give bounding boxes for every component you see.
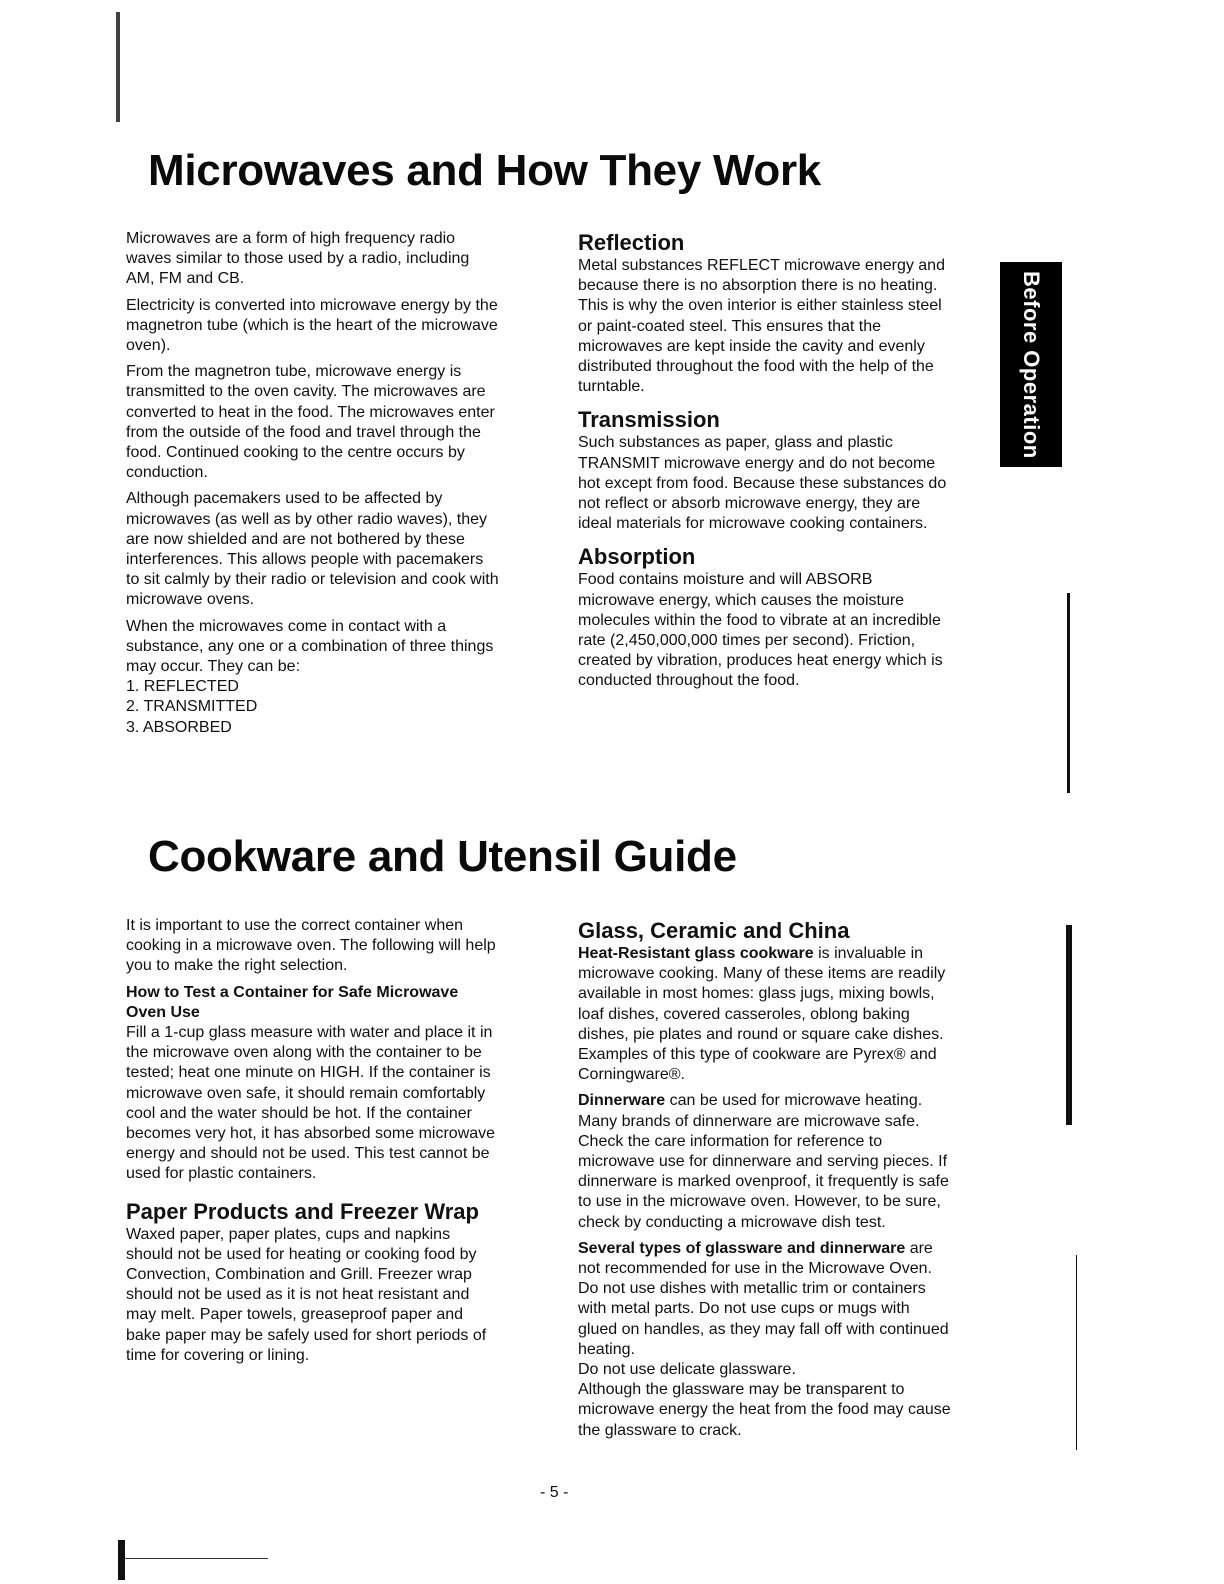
paragraph: When the microwaves come in contact with a substance, any one or a combination of three things may occur. They can be: 1. REFLECTED 2. TRANSMITTED 3. ABSORBED — [126, 617, 494, 736]
heading-reflection: Reflection — [578, 230, 685, 255]
right-column-microwaves — [578, 230, 998, 698]
heading-glass-ceramic: Glass, Ceramic and China — [578, 918, 850, 943]
paragraph: From the magnetron tube, microwave energy is transmitted to the oven cavity. The microwaves are converted to heat in the food. The microwaves enter from the outside of the food and travel through the food. Continued cooking to the centre occurs by conduction. — [126, 363, 495, 482]
text: are not recommended for use in the Microwave Oven. Do not use dishes with metallic trim or containers with metal parts. Do not use cups or mugs with glued on handles, as they may fall off with continued heating. Do not use delicate glassware. Although the glassware may be transparent to microwave energy the heat from the food may cause the glassware to crack. — [578, 1239, 951, 1439]
bold-lead: Dinnerware — [578, 1092, 666, 1110]
heading-container-test: How to Test a Container for Safe Microwave Oven Use — [126, 983, 459, 1021]
right-column-cookware — [578, 918, 1008, 1447]
heading-paper-products: Paper Products and Freezer Wrap — [126, 1198, 479, 1224]
section-title-cookware: Cookware and Utensil Guide — [148, 832, 737, 881]
margin-bar — [1076, 1255, 1077, 1450]
paragraph-intro: It is important to use the correct container when cooking in a microwave oven. The following will help you to make the right selection. — [126, 917, 496, 975]
paragraph: Microwaves are a form of high frequency radio waves similar to those used by a radio, including AM, FM and CB. — [126, 230, 470, 288]
paragraph-glass-cookware — [578, 944, 1008, 1085]
bold-lead: Heat-Resistant glass cookware — [578, 945, 814, 962]
bold-lead: Several types of glassware and dinnerware — [578, 1239, 906, 1257]
paragraph: Although pacemakers used to be affected by microwaves (as well as by other radio waves), they are now shielded and are not bothered by these interferences. This allows people with pacemakers to sit calmly by their radio or television and cook with microwave ovens. — [126, 490, 499, 609]
paragraph-transmission: Such substances as paper, glass and plastic TRANSMIT microwave energy and do not become hot except from food. Because these substances do not reflect or absorb microwave energy, they are ideal materials for microwave cooking containers. — [578, 434, 947, 533]
left-column-cookware — [126, 916, 556, 1372]
paragraph-paper-products: Waxed paper, paper plates, cups and napkins should not be used for heating or cooking food by Convection, Combination and Grill. Freezer wrap should not be used as it is not heat resistant and may melt. Paper towels, greaseproof paper and bake paper may be safely used for short periods of time for covering or lining. — [126, 1225, 487, 1364]
section-title-microwaves: Microwaves and How They Work — [148, 146, 821, 195]
margin-bar — [1067, 593, 1070, 793]
text: can be used for microwave heating. Many brands of dinnerware are microwave safe. Check the care information for reference to microwave use for dinnerware and serving pieces. If dinnerware is marked ovenproof, it frequently is safe to use in the microwave oven. However, to be sure, check by conducting a microwave dish test. — [578, 1092, 949, 1231]
left-column-microwaves — [126, 229, 556, 744]
paragraph: Electricity is converted into microwave energy by the magnetron tube (which is the heart of the microwave oven). — [126, 296, 498, 355]
page-number: - 5 - — [540, 1484, 569, 1501]
divider — [125, 1558, 268, 1559]
paragraph-reflection: Metal substances REFLECT microwave energy and because there is no absorption there is no heating. This is why the oven interior is either stainless steel or paint-coated steel. This ensures that the microwaves are kept inside the cavity and evenly distributed throughout the food with the help of the turntable. — [578, 257, 945, 396]
paragraph-absorption: Food contains moisture and will ABSORB microwave energy, which causes the moisture molecules within the food to vibrate at an incredible rate (2,450,000,000 times per second). Friction, created by vibration, produces heat energy which is conducted throughout the food. — [578, 571, 943, 690]
heading-transmission: Transmission — [578, 407, 720, 433]
heading-absorption: Absorption — [578, 544, 696, 570]
paragraph-not-recommended — [578, 1239, 1008, 1441]
scan-mark — [118, 1540, 125, 1580]
paragraph-dinnerware — [578, 1091, 1008, 1232]
text: is invaluable in microwave cooking. Many of these items are readily available in most homes: glass jugs, mixing bowls, loaf dishes, covered casseroles, oblong baking dishes, pie plates and round or square cake dishes. Examples of this type of cookware are Pyrex® and Corningware®. — [578, 945, 946, 1084]
margin-bar — [1066, 925, 1072, 1125]
scan-mark — [116, 12, 120, 122]
side-tab-label: Before Operation — [1019, 270, 1044, 459]
paragraph-container-test: Fill a 1-cup glass measure with water and place it in the microwave oven along with the container to be tested; heat one minute on HIGH. If the container is microwave oven safe, it should remain comfortably cool and the water should be hot. If the container becomes very hot, it has absorbed some microwave energy and should not be used. This test cannot be used for plastic containers. — [126, 1024, 496, 1183]
side-tab-before-operation — [1000, 262, 1062, 467]
